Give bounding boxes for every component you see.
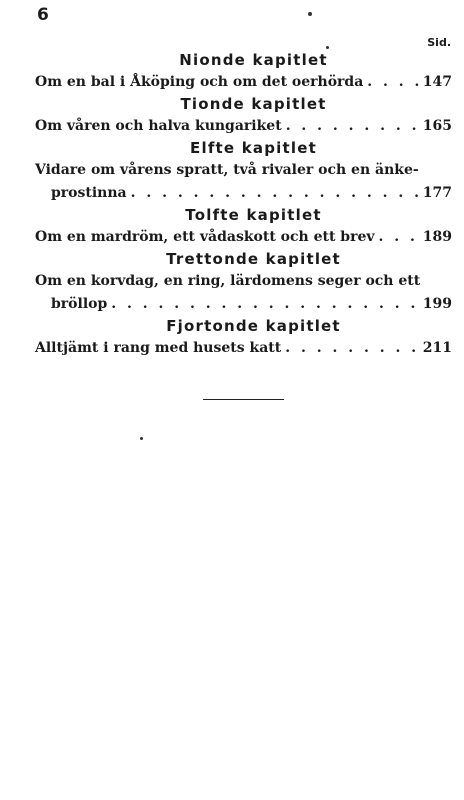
toc-entry (35, 226, 452, 249)
dot-leader (286, 115, 419, 138)
page-column-label: Sid. (427, 36, 451, 49)
chapter-heading: Fjortonde kapitlet (166, 317, 341, 335)
entry-title: Om våren och halva kungariket (35, 118, 282, 134)
dot-leader (367, 71, 418, 94)
chapter-heading: Trettonde kapitlet (166, 250, 341, 268)
toc-entry (35, 159, 452, 205)
end-rule (203, 399, 284, 400)
entry-title: Om en mardröm, ett vådaskott och ett brev (35, 229, 375, 245)
entry-title: Vidare om vårens spratt, två rivaler och en änke- (35, 162, 419, 178)
entry-title: Om en bal i Åköping och om det oerhörda (35, 74, 364, 90)
entry-title: Alltjämt i rang med husets katt (35, 340, 282, 356)
toc-entry (35, 337, 452, 360)
toc-entry (35, 115, 452, 138)
chapter-10 (35, 94, 452, 138)
entry-title: Om en korvdag, en ring, lärdomens seger och ett (35, 273, 421, 289)
entry-page: 147 (422, 74, 452, 90)
page-number: 6 (37, 5, 49, 25)
table-of-contents (35, 50, 452, 360)
entry-page: 177 (422, 185, 452, 201)
dot-leader (131, 182, 419, 205)
chapter-heading: Tolfte kapitlet (185, 206, 322, 224)
chapter-heading: Nionde kapitlet (179, 51, 328, 69)
chapter-14 (35, 316, 452, 360)
chapter-12 (35, 205, 452, 249)
chapter-heading: Tionde kapitlet (180, 95, 327, 113)
print-speck (140, 437, 143, 440)
toc-entry (35, 270, 452, 316)
dot-leader (111, 293, 418, 316)
print-speck (326, 46, 329, 49)
entry-page: 165 (422, 118, 452, 134)
chapter-9 (35, 50, 452, 94)
entry-title-continued: prostinna (51, 185, 127, 201)
entry-page: 199 (422, 296, 452, 312)
dot-leader (285, 337, 419, 360)
entry-page: 189 (422, 229, 452, 245)
dot-leader (379, 226, 419, 249)
chapter-heading: Elfte kapitlet (190, 139, 317, 157)
toc-entry (35, 71, 452, 94)
chapter-13 (35, 249, 452, 316)
entry-title-continued: bröllop (51, 296, 108, 312)
print-speck (308, 12, 312, 16)
chapter-11 (35, 138, 452, 205)
entry-page: 211 (422, 340, 452, 356)
